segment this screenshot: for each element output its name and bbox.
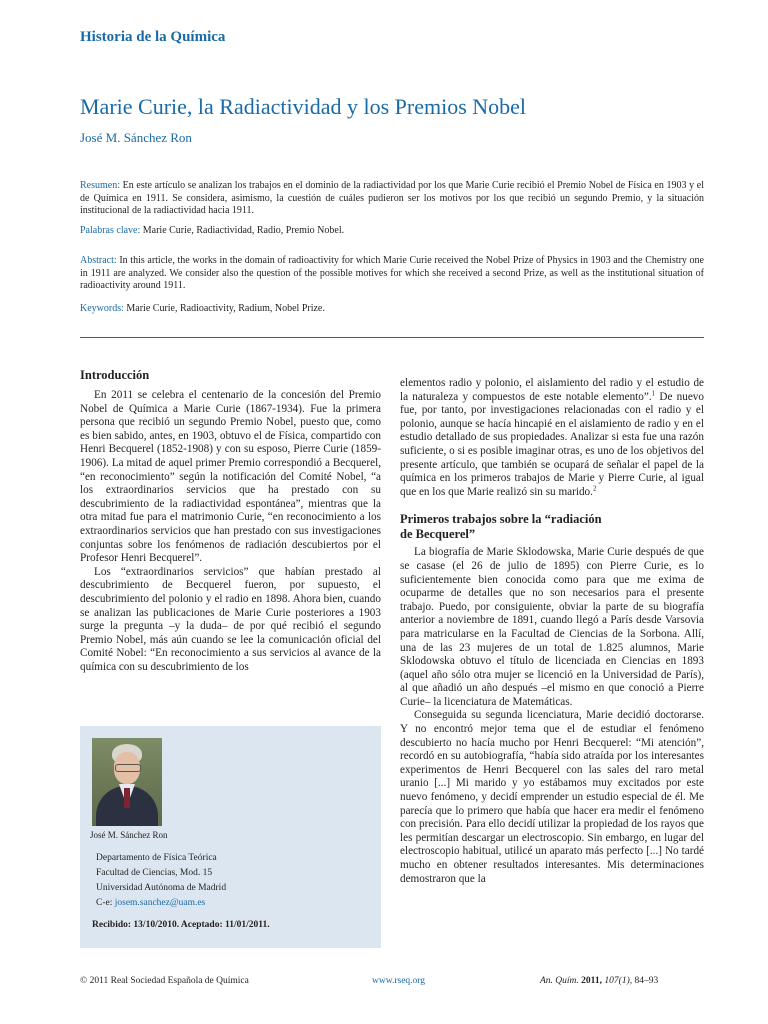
abstract-es-label: Resumen:: [80, 180, 120, 191]
author-photo: [92, 738, 162, 826]
photo-caption: José M. Sánchez Ron: [90, 830, 168, 840]
abstract-en-text: In this article, the works in the domain of radioactivity for which Marie Curie received the Nobel Prize of Physics in 1903 and the Chemistry one in 1911 are analyzed. We consider also the question of the possible motives for which she received a second Prize, as well as the institutional situation of radioactivity around 1911.: [80, 255, 705, 291]
section-divider: [80, 337, 704, 338]
citation-journal: An. Quím.: [540, 976, 579, 986]
footer-website[interactable]: www.rseq.org: [372, 976, 426, 986]
keywords-es-label: Palabras clave:: [80, 225, 141, 236]
right-column: [400, 377, 704, 886]
author-affiliation: [96, 851, 226, 911]
article-author: José M. Sánchez Ron: [80, 130, 192, 145]
continued-text-a: elementos radio y polonio, el aislamiento del radio y el estudio de la naturaleza y compuestos de este notable elemento”.: [400, 377, 704, 403]
citation-volume: 107(1),: [604, 976, 633, 986]
abstract-en-label: Abstract:: [80, 255, 117, 266]
footer-copyright: © 2011 Real Sociedad Española de Química: [80, 976, 249, 986]
heading-introduccion: Introducción: [80, 368, 150, 382]
citation-year: 2011,: [581, 976, 603, 986]
abstract-es-text: En este artículo se analizan los trabajos en el dominio de la radiactividad por los que Marie Curie recibió el Premio Nobel de Física en 1903 y el de Química en 1911. Se considera, asimismo, la cuestión de cuáles pudieron ser los motivos por los que recibió un segundo Premio, y la situación institucional de la radiactividad hacia 1911.: [80, 180, 705, 216]
heading-primeros-trabajos: [400, 512, 704, 542]
body-paragraph-4: Conseguida su segunda licenciatura, Marie decidió doctorarse. Y no encontró mejor tema que el de estudiar el fenómeno descubierto no hacía mucho por Henri Becquerel: “Mi atención”, recordó en su autobiografía, “había sido atraída por los interesantes experimentos de Henri Becquerel con las sales del raro metal uranio [...] Mi marido y yo estábamos muy excitados por este nuevo fenómeno, y decidí emprender un estudio especial de él. Me parecía que lo primero que había que hacer era medir el fenómeno con precisión. Para ello decidí utilizar la propiedad de los rayos que les permitían descargar un electroscopio. Sin embargo, en lugar del electroscopio habitual, utilicé un aparato más perfecto [...] No tardé mucho en obtener resultados interesantes. Mis determinaciones demostraron que la: [400, 709, 704, 885]
email-label: C-e:: [96, 898, 113, 908]
affiliation-faculty: Facultad de Ciencias, Mod. 15: [96, 868, 213, 878]
email-link[interactable]: josem.sanchez@uam.es: [114, 898, 206, 908]
intro-paragraph-2: Los “extraordinarios servicios” que habían prestado al descubrimiento de Becquerel fueron, por supuesto, el descubrimiento del polonio y el radio en 1898. Ahora bien, cuando se analizan las publicaciones de Marie Curie posteriores a 1903 surge la pregunta –y la duda– de por qué recibió el segundo Premio Nobel, más aún cuando se lee la comunicación oficial del Comité Nobel: “En reconocimiento a sus servicios al avance de la química con su descubrimiento de los: [80, 565, 381, 673]
body-paragraph-3: La biografía de Marie Sklodowska, Marie Curie después de que se casase (el 26 de julio de 1895) con Pierre Curie, es lo suficientemente bien conocida como para que me exima de ocuparme de detalles que no son necesarios para el presente trabajo. Puedo, por consiguiente, obviar la parte de su biografía anterior a noviembre de 1891, cuando llegó a París desde Varsovia para matricularse en la Facultad de Ciencias de la Sorbona. Allí, una de las 23 mujeres de un total de 1.825 alumnos, Marie Sklodowska obtuvo el título de licenciada en Ciencias en 1893 (aquel año sólo otra mujer se licenció en la Universidad de París), al que añadió un año después –el mismo en que conoció a Pierre Curie– la licenciatura de Matemáticas.: [400, 546, 704, 708]
heading-line-1: Primeros trabajos sobre la “radiación: [400, 512, 602, 527]
continued-paragraph: [400, 377, 704, 499]
heading-line-2: de Becquerel”: [400, 527, 476, 542]
keywords-es: [80, 225, 704, 238]
affiliation-dept: Departamento de Física Teórica: [96, 853, 217, 863]
continued-text-b: De nuevo fue, por tanto, por investigaciones relacionadas con el radio y el polonio, aunque se hacía hincapié en el aislamiento de radio y en el estudio detallado de sus propiedades. Analizar si esta fue una razón suficiente, o si es posible imaginar otras, es uno de los objetivos del presente artículo, que también se ocupará de señalar el papel de la química en los primeros trabajos de Marie y Pierre Curie, al igual que en los que Marie realizó sin su marido.: [400, 390, 704, 498]
affiliation-email: [96, 896, 226, 911]
keywords-en-label: Keywords:: [80, 303, 124, 314]
keywords-es-text: Marie Curie, Radiactividad, Radio, Premio Nobel.: [142, 225, 345, 236]
keywords-en: [80, 303, 704, 316]
keywords-en-text: Marie Curie, Radioactivity, Radium, Nobel Prize.: [126, 303, 325, 314]
section-header: Historia de la Química: [80, 29, 226, 45]
affiliation-university: Universidad Autónoma de Madrid: [96, 883, 227, 893]
received-dates: Recibido: 13/10/2010. Aceptado: 11/01/2011.: [92, 920, 270, 930]
footnote-ref-2: 2: [592, 484, 597, 493]
article-title: Marie Curie, la Radiactividad y los Premios Nobel: [80, 94, 527, 119]
left-column: [80, 368, 381, 674]
citation-pages: 84–93: [634, 976, 659, 986]
footnote-ref-1: 1: [651, 388, 656, 397]
abstract-en: [80, 255, 704, 293]
intro-paragraph-1: En 2011 se celebra el centenario de la concesión del Premio Nobel de Química a Marie Curie (1867-1934). Fue la primera persona que recibió un segundo Premio Nobel, puesto que, como es bien sabido, antes, en 1903, obtuvo el de Física, compartido con Henri Becquerel (1852-1908) y con su esposo, Pierre Curie (1859-1906). La mitad de aquel primer Premio correspondió a Becquerel, “en reconocimiento” según la notificación del Comité Nobel, “a los extraordinarios servicios que ha prestado con su descubrimiento de la radiactividad espontánea”, mientras que la otra mitad fue para el matrimonio Curie, “en reconocimiento a los extraordinarios servicios que han prestado con sus investigaciones conjuntas sobre los fenómenos de radiación descubiertos por el Profesor Henri Becquerel”.: [80, 389, 381, 565]
footer-citation: [540, 976, 658, 986]
abstract-es: [80, 180, 704, 218]
author-info-box: [80, 726, 381, 948]
